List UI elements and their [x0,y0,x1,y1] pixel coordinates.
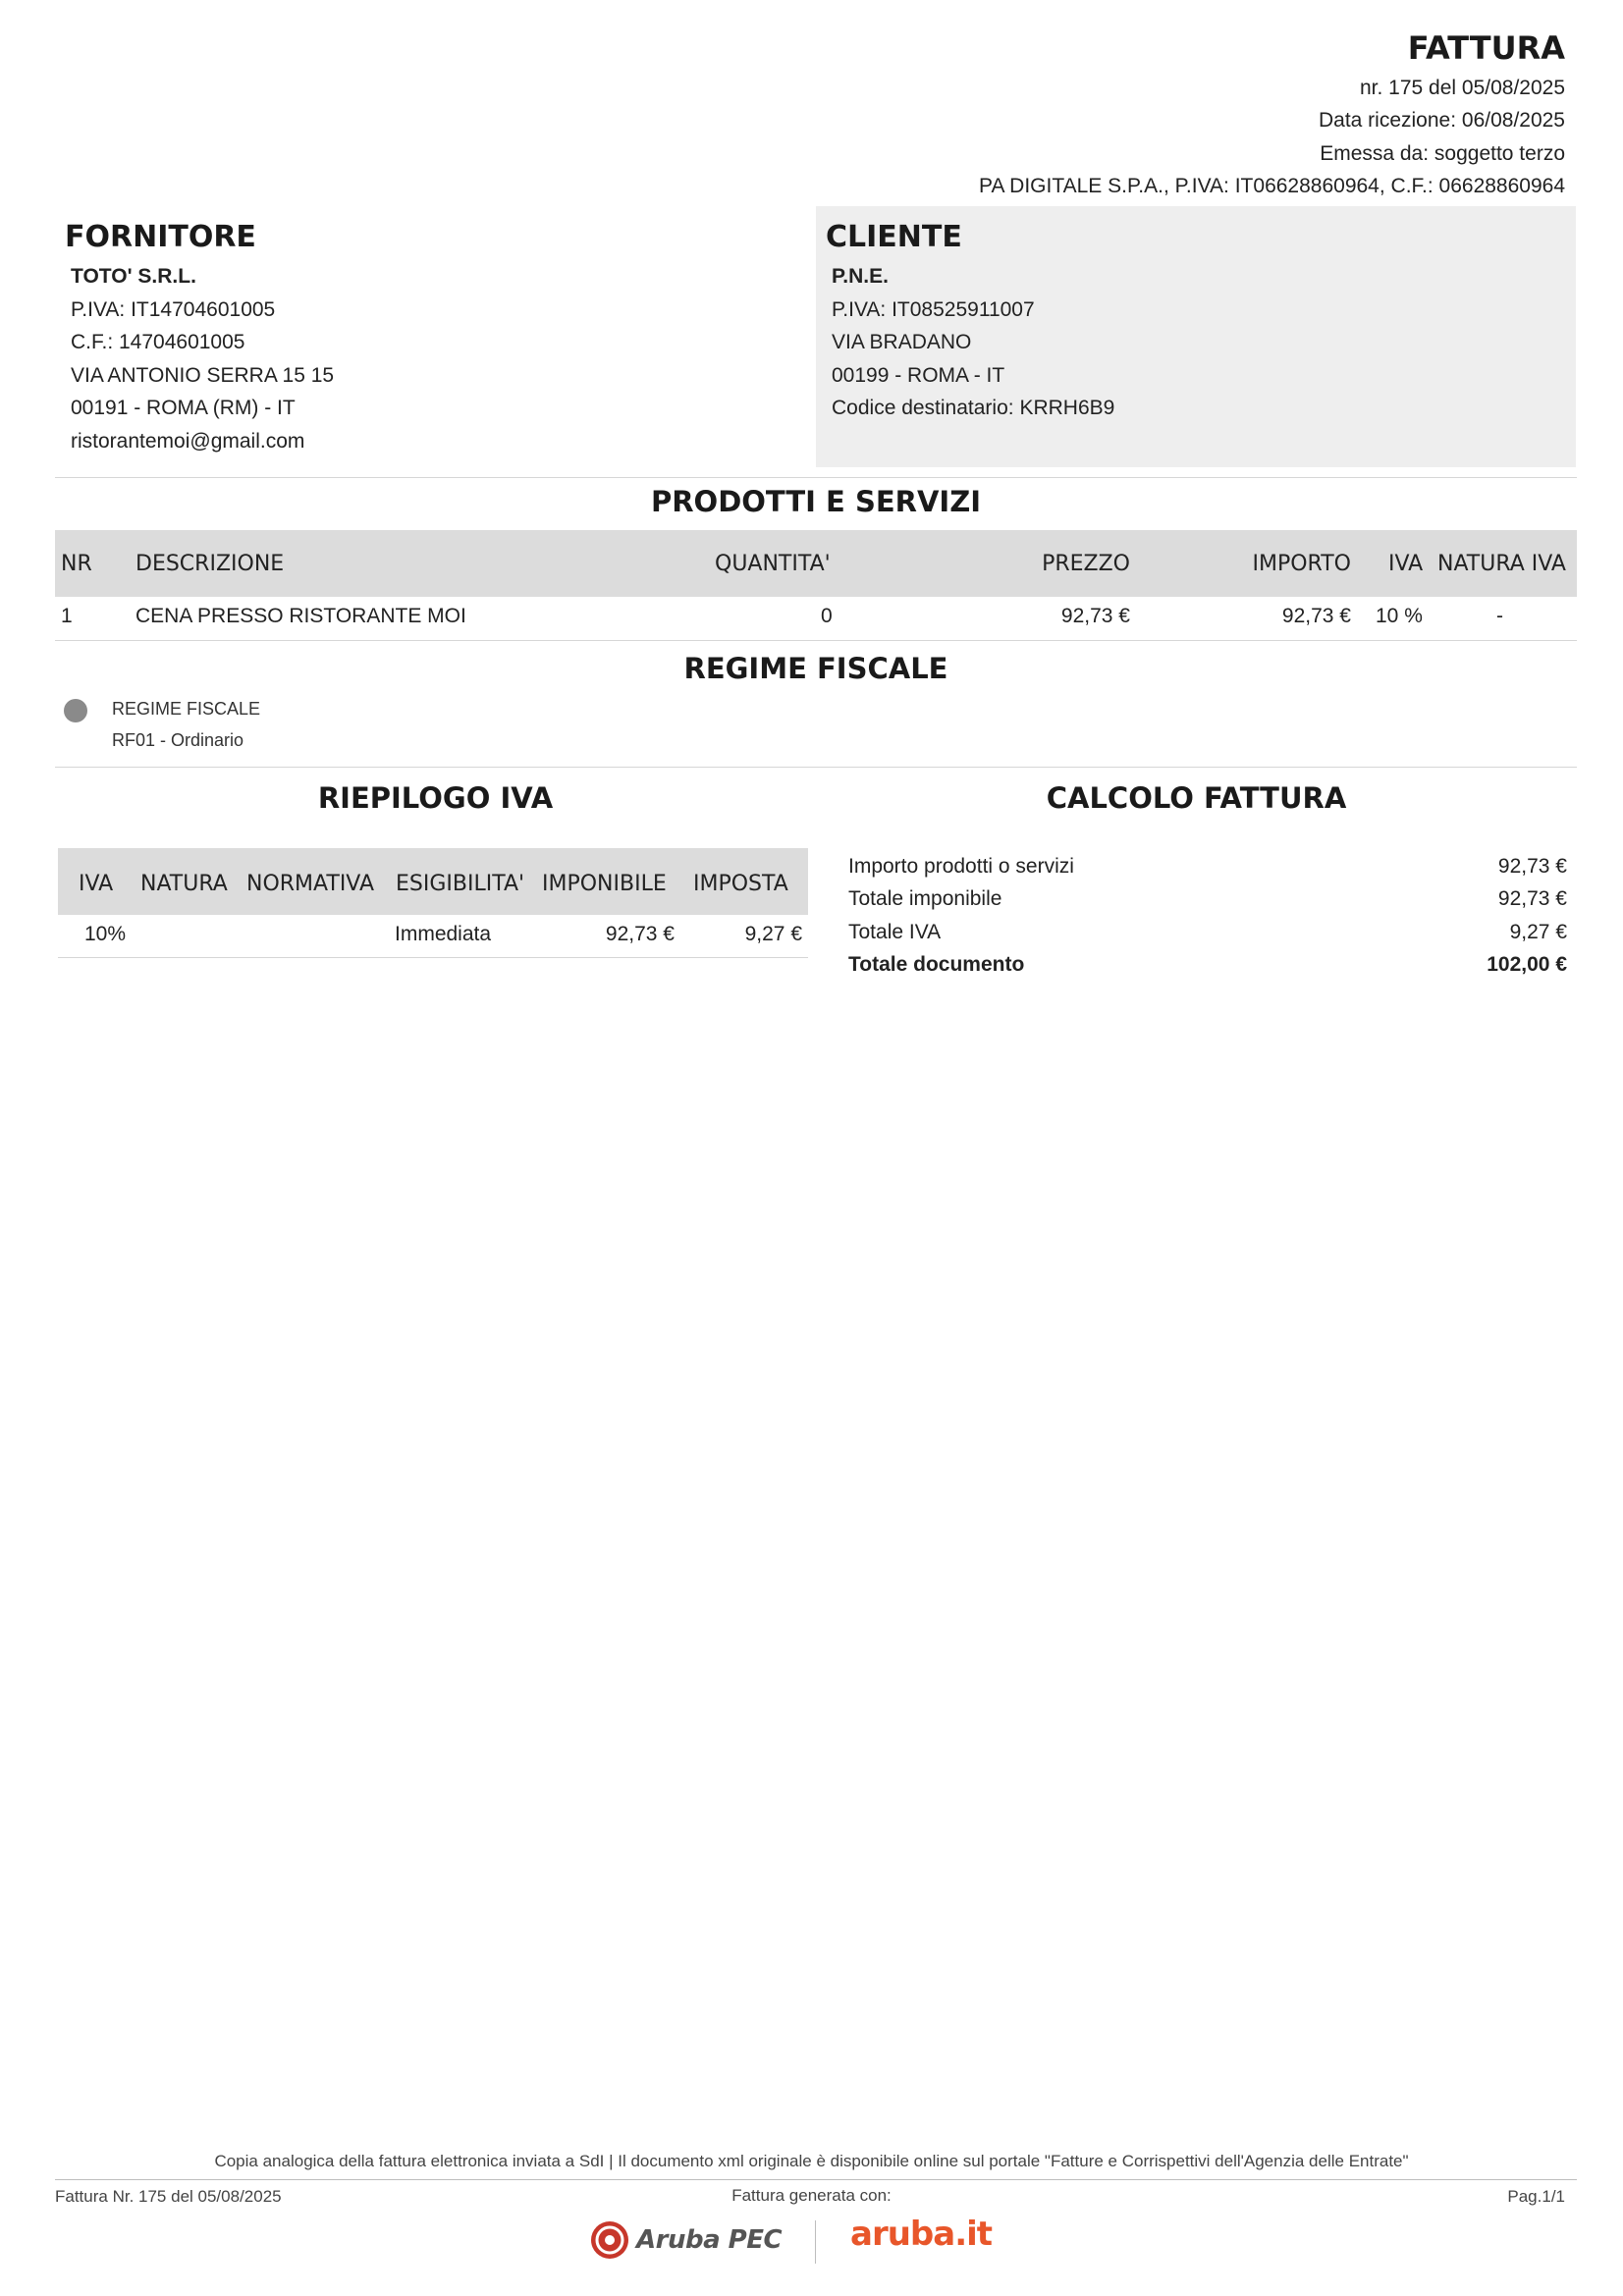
calc-title: CALCOLO FATTURA [1046,781,1347,815]
client-piva: P.IVA: IT08525911007 [832,298,1035,321]
footer-page-number: Pag.1/1 [1507,2187,1565,2206]
vat-row-eligibility: Immediata [395,923,492,945]
client-name: P.N.E. [832,265,889,288]
client-title: CLIENTE [826,220,962,254]
document-title: FATTURA [1407,29,1565,67]
col-taxable: IMPONIBILE [542,872,667,896]
row-quantity: 0 [821,605,833,627]
supplier-city: 00191 - ROMA (RM) - IT [71,397,296,419]
calc-taxable-value: 92,73 € [1497,887,1567,910]
aruba-pec-logo [589,2220,782,2260]
aruba-pec-logo-text: Aruba PEC [636,2225,783,2255]
logo-separator [815,2220,816,2264]
col-nature: NATURA [140,872,228,896]
col-vat: IVA [79,872,114,896]
table-row [58,915,808,956]
calc-products-label: Importo prodotti o servizi [848,855,1074,878]
row-price: 92,73 € [1060,605,1130,627]
bullet-icon [64,699,87,722]
col-quantity: QUANTITA' [715,552,831,576]
divider [58,957,808,958]
vat-table-header [58,848,808,915]
col-amount: IMPORTO [1252,552,1351,576]
calc-taxable-label: Totale imponibile [848,887,1002,910]
col-vat: IVA [1388,552,1424,576]
vat-row-tax: 9,27 € [744,923,802,945]
regime-value: RF01 - Ordinario [112,730,244,750]
supplier-name: TOTO' S.R.L. [71,265,196,288]
col-nr: NR [61,552,92,576]
client-section [816,206,1576,467]
products-title: PRODOTTI E SERVIZI [650,485,982,518]
regime-title: REGIME FISCALE [683,652,948,685]
supplier-address: VIA ANTONIO SERRA 15 15 [71,364,335,387]
regime-label: REGIME FISCALE [112,699,261,719]
client-address: VIA BRADANO [832,331,972,353]
vat-summary-title: RIEPILOGO IVA [317,781,554,815]
received-date: Data ricezione: 06/08/2025 [1318,109,1565,132]
divider [55,767,1577,768]
divider [55,477,1577,478]
divider [55,640,1577,641]
col-tax: IMPOSTA [693,872,788,896]
col-eligibility: ESIGIBILITA' [396,872,525,896]
col-price: PREZZO [1042,552,1130,576]
supplier-piva: P.IVA: IT14704601005 [71,298,276,321]
issuer-info: PA DIGITALE S.P.A., P.IVA: IT06628860964, C.F.: 06628860964 [979,175,1565,197]
table-row [55,597,1577,640]
calc-total-label: Totale documento [848,953,1025,976]
footer-note: Copia analogica della fattura elettronica inviata a SdI | Il documento xml originale è disponibile online sul portale "Fatture e Corrispettivi dell'Agenzia delle Entrate" [214,2152,1409,2170]
vat-row-taxable: 92,73 € [605,923,675,945]
calc-total-value: 102,00 € [1487,953,1567,976]
aruba-pec-seal-icon [589,2219,630,2261]
col-vat-nature: NATURA IVA [1437,552,1566,576]
calc-products-value: 92,73 € [1497,855,1567,878]
vat-row-rate: 10% [84,923,127,945]
issued-by: Emessa da: soggetto terzo [1320,142,1565,165]
row-description: CENA PRESSO RISTORANTE MOI [135,605,466,627]
supplier-cf: C.F.: 14704601005 [71,331,245,353]
calc-vat-value: 9,27 € [1509,921,1567,943]
footer-divider [55,2179,1577,2180]
footer-generated-with: Fattura generata con: [731,2186,892,2205]
supplier-title: FORNITORE [65,220,256,254]
aruba-it-logo: aruba.it [850,2215,993,2254]
client-city: 00199 - ROMA - IT [832,364,1005,387]
col-description: DESCRIZIONE [135,552,285,576]
row-nr: 1 [61,605,73,627]
products-table-header [55,530,1577,597]
col-norm: NORMATIVA [246,872,375,896]
calc-vat-label: Totale IVA [848,921,942,943]
row-vat-nature: - [1496,605,1503,627]
row-vat: 10 % [1376,605,1423,627]
supplier-section [55,206,801,463]
supplier-email: ristorantemoi@gmail.com [71,430,305,453]
invoice-number: nr. 175 del 05/08/2025 [1359,77,1565,99]
row-amount: 92,73 € [1281,605,1351,627]
client-code: Codice destinatario: KRRH6B9 [832,397,1115,419]
footer-invoice-ref: Fattura Nr. 175 del 05/08/2025 [55,2187,282,2206]
